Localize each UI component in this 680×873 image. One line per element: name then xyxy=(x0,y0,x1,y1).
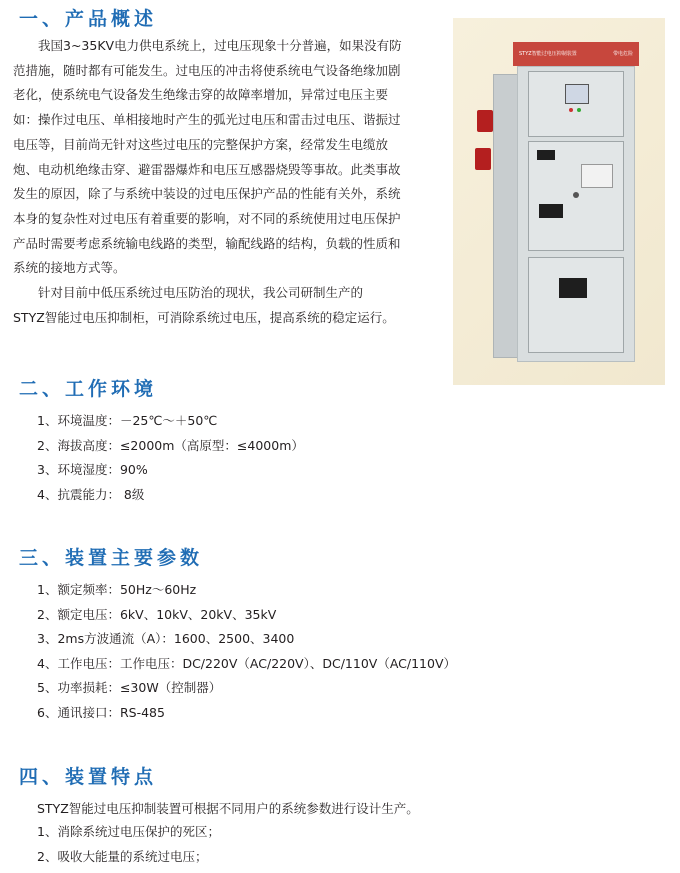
features-intro: STYZ智能过电压抑制装置可根据不同用户的系统参数进行设计生产。 xyxy=(37,801,419,816)
insulator-icon xyxy=(477,110,493,132)
indicator-light-icon xyxy=(577,108,581,112)
cabinet-body xyxy=(517,66,635,362)
list-item: 4、工作电压：工作电压：DC/220V（AC/220V）、DC/110V（AC/110V） xyxy=(37,655,457,671)
list-item: 1、额定频率：50Hz～60Hz xyxy=(37,582,197,597)
status-panel xyxy=(537,150,555,160)
features-list xyxy=(37,820,220,869)
overview-paragraph xyxy=(13,34,438,330)
text-line: 系统的接地方式等。 xyxy=(13,260,126,276)
parameters-list xyxy=(37,578,456,726)
list-item: 4、抗震能力： 8级 xyxy=(37,486,145,502)
cabinet-bottom-door xyxy=(528,257,624,353)
text-line: 产品时需要考虑系统输电线路的类型，输配线路的结构，负载的性质和 xyxy=(13,235,401,251)
section-title-parameters: 三、装置主要参数 xyxy=(19,547,204,569)
text-line: 本身的复杂性对过电压有着重要的影响，对不同的系统使用过电压保护 xyxy=(13,210,401,226)
cabinet-middle-door xyxy=(528,141,624,251)
list-item: 2、吸收大能量的系统过电压； xyxy=(37,848,208,864)
text-line: 发生的原因，除了与系统中装设的过电压保护产品的性能有关外，系统 xyxy=(13,186,401,202)
text-line: 如：操作过电压、单相接地时产生的弧光过电压和雷击过电压、谐振过 xyxy=(13,112,401,128)
product-photo xyxy=(453,18,665,385)
text-line: 我国3~35KV电力供电系统上，过电压现象十分普遍，如果没有防 xyxy=(38,38,402,53)
section-title-overview: 一、产品概述 xyxy=(19,8,158,30)
section-title-features: 四、装置特点 xyxy=(19,766,158,788)
section-title-environment: 二、工作环境 xyxy=(19,378,158,400)
label-plate xyxy=(581,164,613,188)
cabinet-nameplate xyxy=(513,42,639,66)
text-line: 针对目前中低压系统过电压防治的现状，我公司研制生产的 xyxy=(38,285,364,301)
indicator-light-icon xyxy=(569,108,573,112)
environment-list xyxy=(37,409,304,507)
list-item: 6、通讯接口：RS-485 xyxy=(37,704,165,720)
list-item: 5、功率损耗：≤30W（控制器） xyxy=(37,680,222,696)
text-line: 范措施，随时都有可能发生。过电压的冲击将使系统电气设备绝缘加剧 xyxy=(13,62,401,78)
text-line: 炮、电动机绝缘击穿、避雷器爆炸和电压互感器烧毁等事故。此类事故 xyxy=(13,161,401,177)
text-line: 电压等，目前尚无针对这些过电压的完整保护方案，经常发生电缆放 xyxy=(13,136,389,152)
nameplate-right-text: 带电危险 xyxy=(612,51,633,57)
insulator-icon xyxy=(475,148,491,170)
text-line: STYZ智能过电压抑制柜，可消除系统过电压，提高系统的稳定运行。 xyxy=(13,309,395,325)
list-item: 3、环境湿度：90% xyxy=(37,462,148,478)
controller-display xyxy=(565,84,589,104)
viewing-window xyxy=(559,278,587,298)
cabinet-top-door xyxy=(528,71,624,137)
text-line: 老化，使系统电气设备发生绝缘击穿的故障率增加，异常过电压主要 xyxy=(13,87,389,103)
nameplate-left-text: STYZ智能过电压抑制装置 xyxy=(519,51,577,57)
viewing-window xyxy=(539,204,563,218)
list-item: 1、消除系统过电压保护的死区； xyxy=(37,824,220,839)
list-item: 2、额定电压：6kV、10kV、20kV、35kV xyxy=(37,606,277,622)
list-item: 1、环境温度：－25℃～＋50℃ xyxy=(37,413,218,428)
list-item: 2、海拔高度：≤2000m（高原型：≤4000m） xyxy=(37,437,304,453)
handle-icon xyxy=(573,192,579,198)
list-item: 3、2ms方波通流（A）：1600、2500、3400 xyxy=(37,631,295,647)
